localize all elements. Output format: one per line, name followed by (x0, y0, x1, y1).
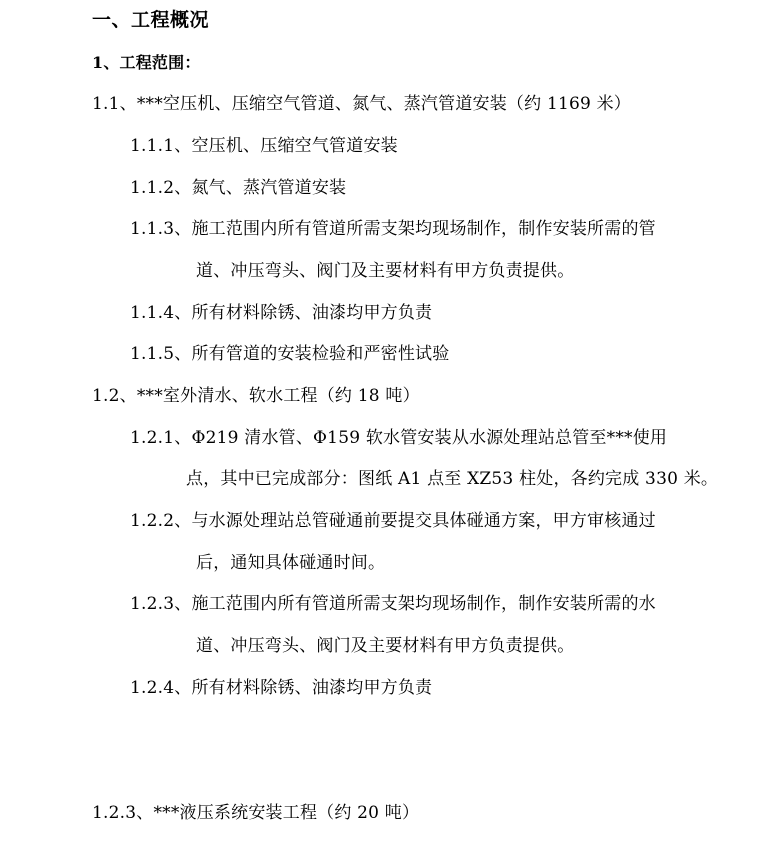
item-1-2-2: 1.2.2、与水源处理站总管碰通前要提交具体碰通方案，甲方审核通过 (130, 511, 656, 531)
item-1-1-1: 1.1.1、空压机、压缩空气管道安装 (130, 136, 398, 156)
item-1-2-3-continuation: 道、冲压弯头、阀门及主要材料有甲方负责提供。 (196, 636, 575, 656)
item-1-2-3: 1.2.3、施工范围内所有管道所需支架均现场制作，制作安装所需的水 (130, 594, 656, 614)
item-1-2-3-hydraulic: 1.2.3、***液压系统安装工程（约 20 吨） (92, 803, 420, 823)
subsection-heading: 1、工程范围： (92, 53, 201, 72)
item-1-1: 1.1、***空压机、压缩空气管道、氮气、蒸汽管道安装（约 1169 米） (92, 94, 632, 114)
item-1-2-1: 1.2.1、Φ219 清水管、Φ159 软水管安装从水源处理站总管至***使用 (130, 428, 668, 448)
item-1-1-5: 1.1.5、所有管道的安装检验和严密性试验 (130, 344, 450, 364)
item-1-1-2: 1.1.2、氮气、蒸汽管道安装 (130, 178, 347, 198)
item-1-1-4: 1.1.4、所有材料除锈、油漆均甲方负责 (130, 303, 433, 323)
item-1-1-3-continuation: 道、冲压弯头、阀门及主要材料有甲方负责提供。 (196, 261, 575, 281)
section-heading: 一、工程概况 (92, 9, 210, 31)
item-1-2-4: 1.2.4、所有材料除锈、油漆均甲方负责 (130, 678, 433, 698)
item-1-2-1-continuation: 点，其中已完成部分：图纸 A1 点至 XZ53 柱处，各约完成 330 米。 (186, 469, 719, 489)
item-1-2: 1.2、***室外清水、软水工程（约 18 吨） (92, 386, 420, 406)
item-1-2-2-continuation: 后，通知具体碰通时间。 (196, 553, 386, 573)
item-1-1-3: 1.1.3、施工范围内所有管道所需支架均现场制作，制作安装所需的管 (130, 219, 656, 239)
